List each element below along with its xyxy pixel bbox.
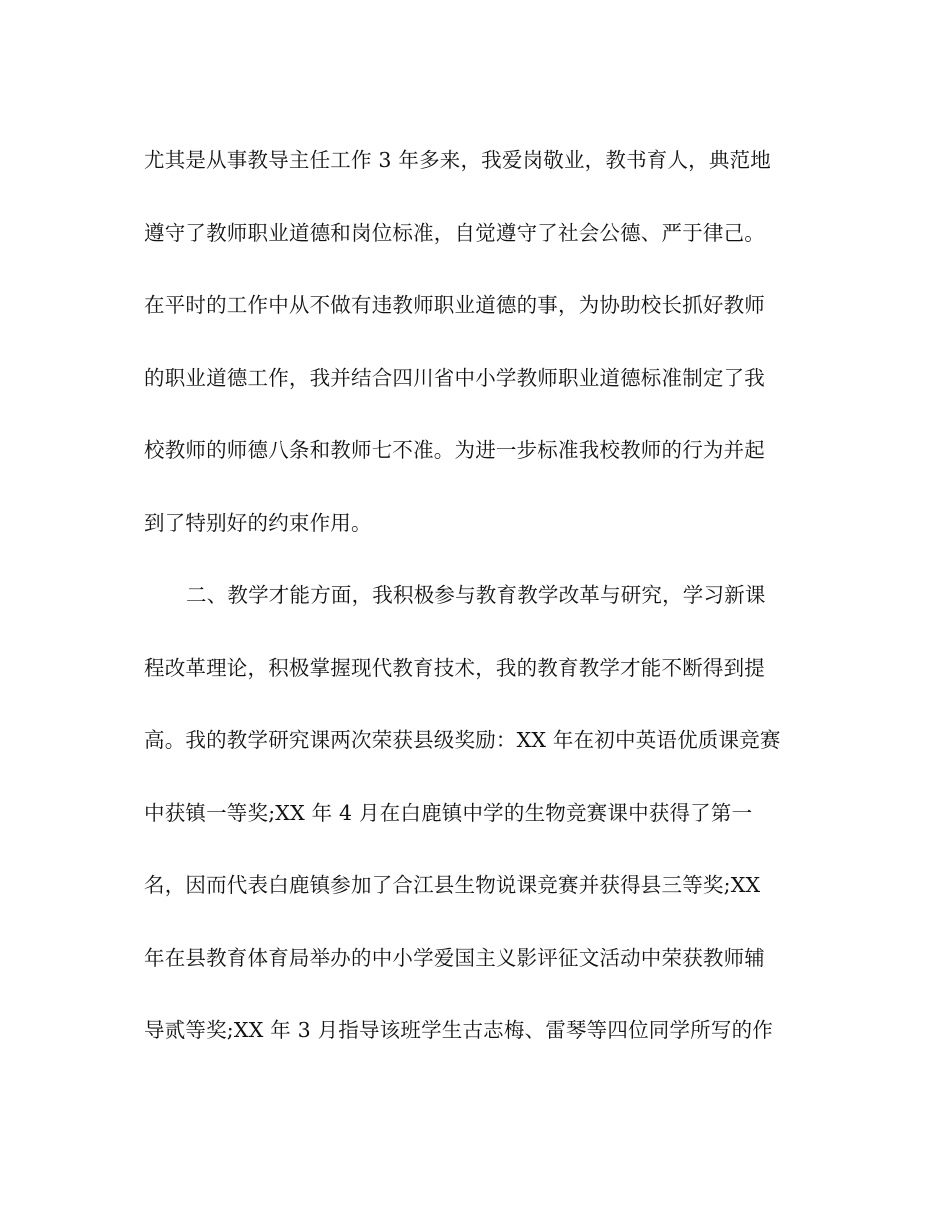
text-line: 在平时的工作中从不做有违教师职业道德的事，为协助校长抓好教师 — [144, 293, 765, 317]
text-line: 导贰等奖;XX 年 3 月指导该班学生古志梅、雷琴等四位同学所写的作 — [144, 1018, 773, 1042]
text-line: 到了特别好的约束作用。 — [144, 510, 372, 535]
text-line: 校教师的师德八条和教师七不准。为进一步标准我校教师的行为并起 — [144, 438, 765, 462]
text-line: 年在县教育体育局举办的中小学爱国主义影评征文活动中荣获教师辅 — [144, 945, 765, 970]
text-line: 名，因而代表白鹿镇参加了合江县生物说课竞赛并获得县三等奖;XX — [144, 873, 761, 897]
text-line: 中获镇一等奖;XX 年 4 月在白鹿镇中学的生物竞赛课中获得了第一 — [144, 800, 753, 825]
text-line: 的职业道德工作，我并结合四川省中小学教师职业道德标准制定了我 — [144, 365, 765, 390]
text-line: 程改革理论，积极掌握现代教育技术，我的教育教学才能不断得到提 — [144, 655, 765, 680]
paragraph-start-line: 二、教学才能方面，我积极参与教育教学改革与研究，学习新课 — [186, 583, 766, 607]
text-line: 尤其是从事教导主任工作 3 年多来，我爱岗敬业，教书育人，典范地 — [144, 148, 771, 172]
text-line: 高。我的教学研究课两次荣获县级奖励：XX 年在初中英语优质课竞赛 — [144, 728, 781, 752]
document-body — [144, 137, 814, 1080]
text-line: 遵守了教师职业道德和岗位标准，自觉遵守了社会公德、严于律己。 — [144, 220, 765, 245]
